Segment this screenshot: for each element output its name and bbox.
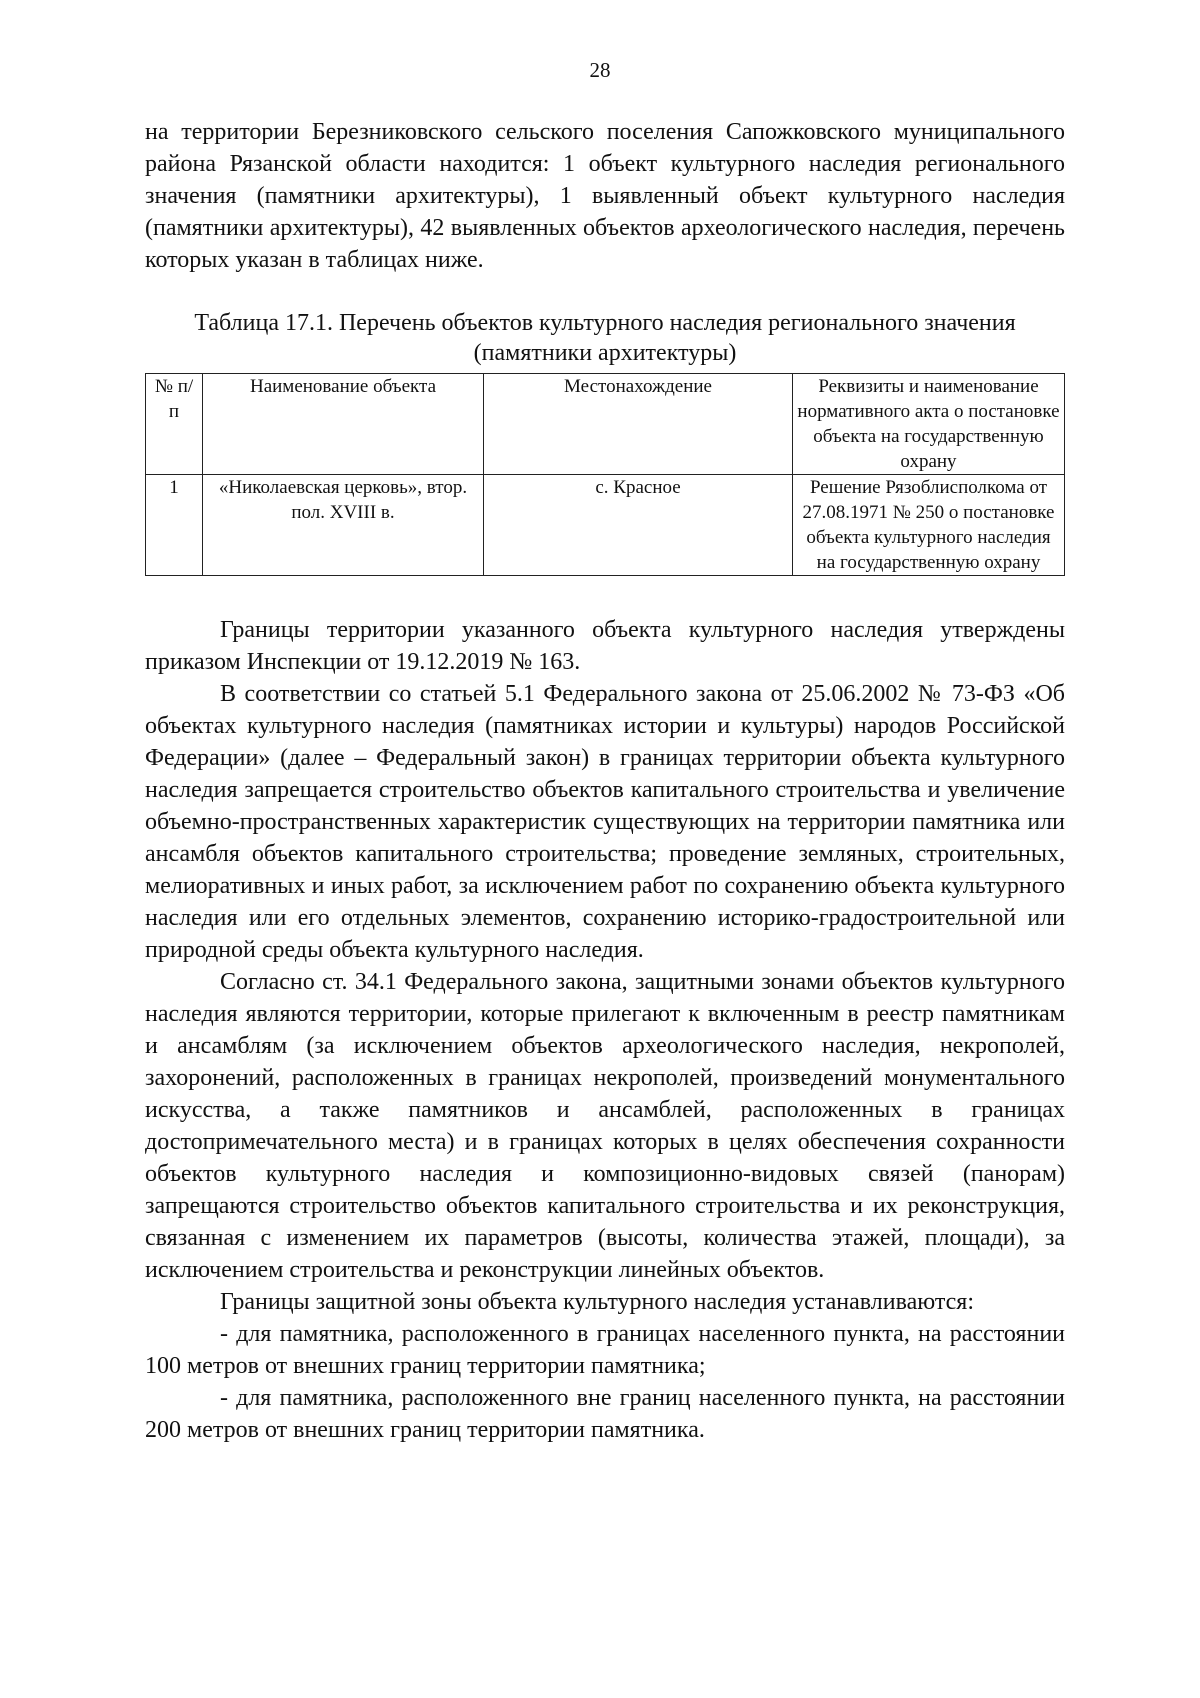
paragraph-federal-law: В соответствии со статьей 5.1 Федерального закона от 25.06.2002 № 73-ФЗ «Об объектах культурного наследия (памятниках истории и культуры) народов Российской Федерации» (далее – Федеральный закон) в границах территории объекта культурного наследия запрещается строительство объектов капитального строительства и увеличение объемно-пространственных характеристик существующих на территории памятника или ансамбля объектов капитального строительства; проведение земляных, строительных, мелиоративных и иных работ, за исключением работ по сохранению объекта культурного наследия или его отдельных элементов, сохранению историко-градостроительной или природной среды объекта культурного наследия. xyxy=(145,681,1065,963)
header-requisites: Реквизиты и наименование нормативного акта о постановке объекта на государственную охрану xyxy=(793,374,1065,475)
table-row xyxy=(146,475,1065,576)
paragraph-zone-boundaries-intro: Границы защитной зоны объекта культурного наследия устанавливаются: xyxy=(220,1289,974,1315)
table-header-row xyxy=(146,374,1065,475)
header-location: Местонахождение xyxy=(484,374,793,475)
header-name: Наименование объекта xyxy=(203,374,484,475)
list-item-outside-settlement: - для памятника, расположенного вне границ населенного пункта, на расстоянии 200 метров от внешних границ территории памятника. xyxy=(145,1385,1065,1443)
cell-requisites: Решение Рязоблисполкома от 27.08.1971 № 250 о постановке объекта культурного наследия на государственную охрану xyxy=(793,475,1065,576)
intro-paragraph: на территории Березниковского сельского поселения Сапожковского муниципального района Рязанской области находится: 1 объект культурного наследия регионального значения (памятники архитектуры), 1 выявленный объект культурного наследия (памятники архитектуры), 42 выявленных объектов археологического наследия, перечень которых указан в таблицах ниже. xyxy=(145,119,1065,273)
intro-section xyxy=(145,116,1065,276)
header-num: № п/п xyxy=(146,374,203,475)
list-item-inside-settlement: - для памятника, расположенного в границах населенного пункта, на расстоянии 100 метров от внешних границ территории памятника; xyxy=(145,1321,1065,1379)
body-text xyxy=(145,614,1065,1446)
cell-num: 1 xyxy=(146,475,203,576)
page-number: 28 xyxy=(589,58,611,82)
cell-name: «Николаевская церковь», втор. пол. XVIII в. xyxy=(203,475,484,576)
heritage-objects-table xyxy=(145,373,1065,576)
paragraph-boundaries: Границы территории указанного объекта культурного наследия утверждены приказом Инспекции от 19.12.2019 № 163. xyxy=(145,617,1065,675)
table-caption: Таблица 17.1. Перечень объектов культурного наследия регионального значения (памятники архитектуры) xyxy=(194,310,1016,366)
cell-location: с. Красное xyxy=(484,475,793,576)
paragraph-protective-zones: Согласно ст. 34.1 Федерального закона, защитными зонами объектов культурного наследия являются территории, которые прилегают к включенным в реестр памятникам и ансамблям (за исключением объектов археологического наследия, некрополей, захоронений, расположенных в границах некрополей, произведений монументального искусства, а также памятников и ансамблей, расположенных в границах достопримечательного места) и в границах которых в целях обеспечения сохранности объектов культурного наследия и композиционно-видовых связей (панорам) запрещаются строительство объектов капитального строительства и их реконструкция, связанная с изменением их параметров (высоты, количества этажей, площади), за исключением строительства и реконструкции линейных объектов. xyxy=(145,969,1065,1283)
